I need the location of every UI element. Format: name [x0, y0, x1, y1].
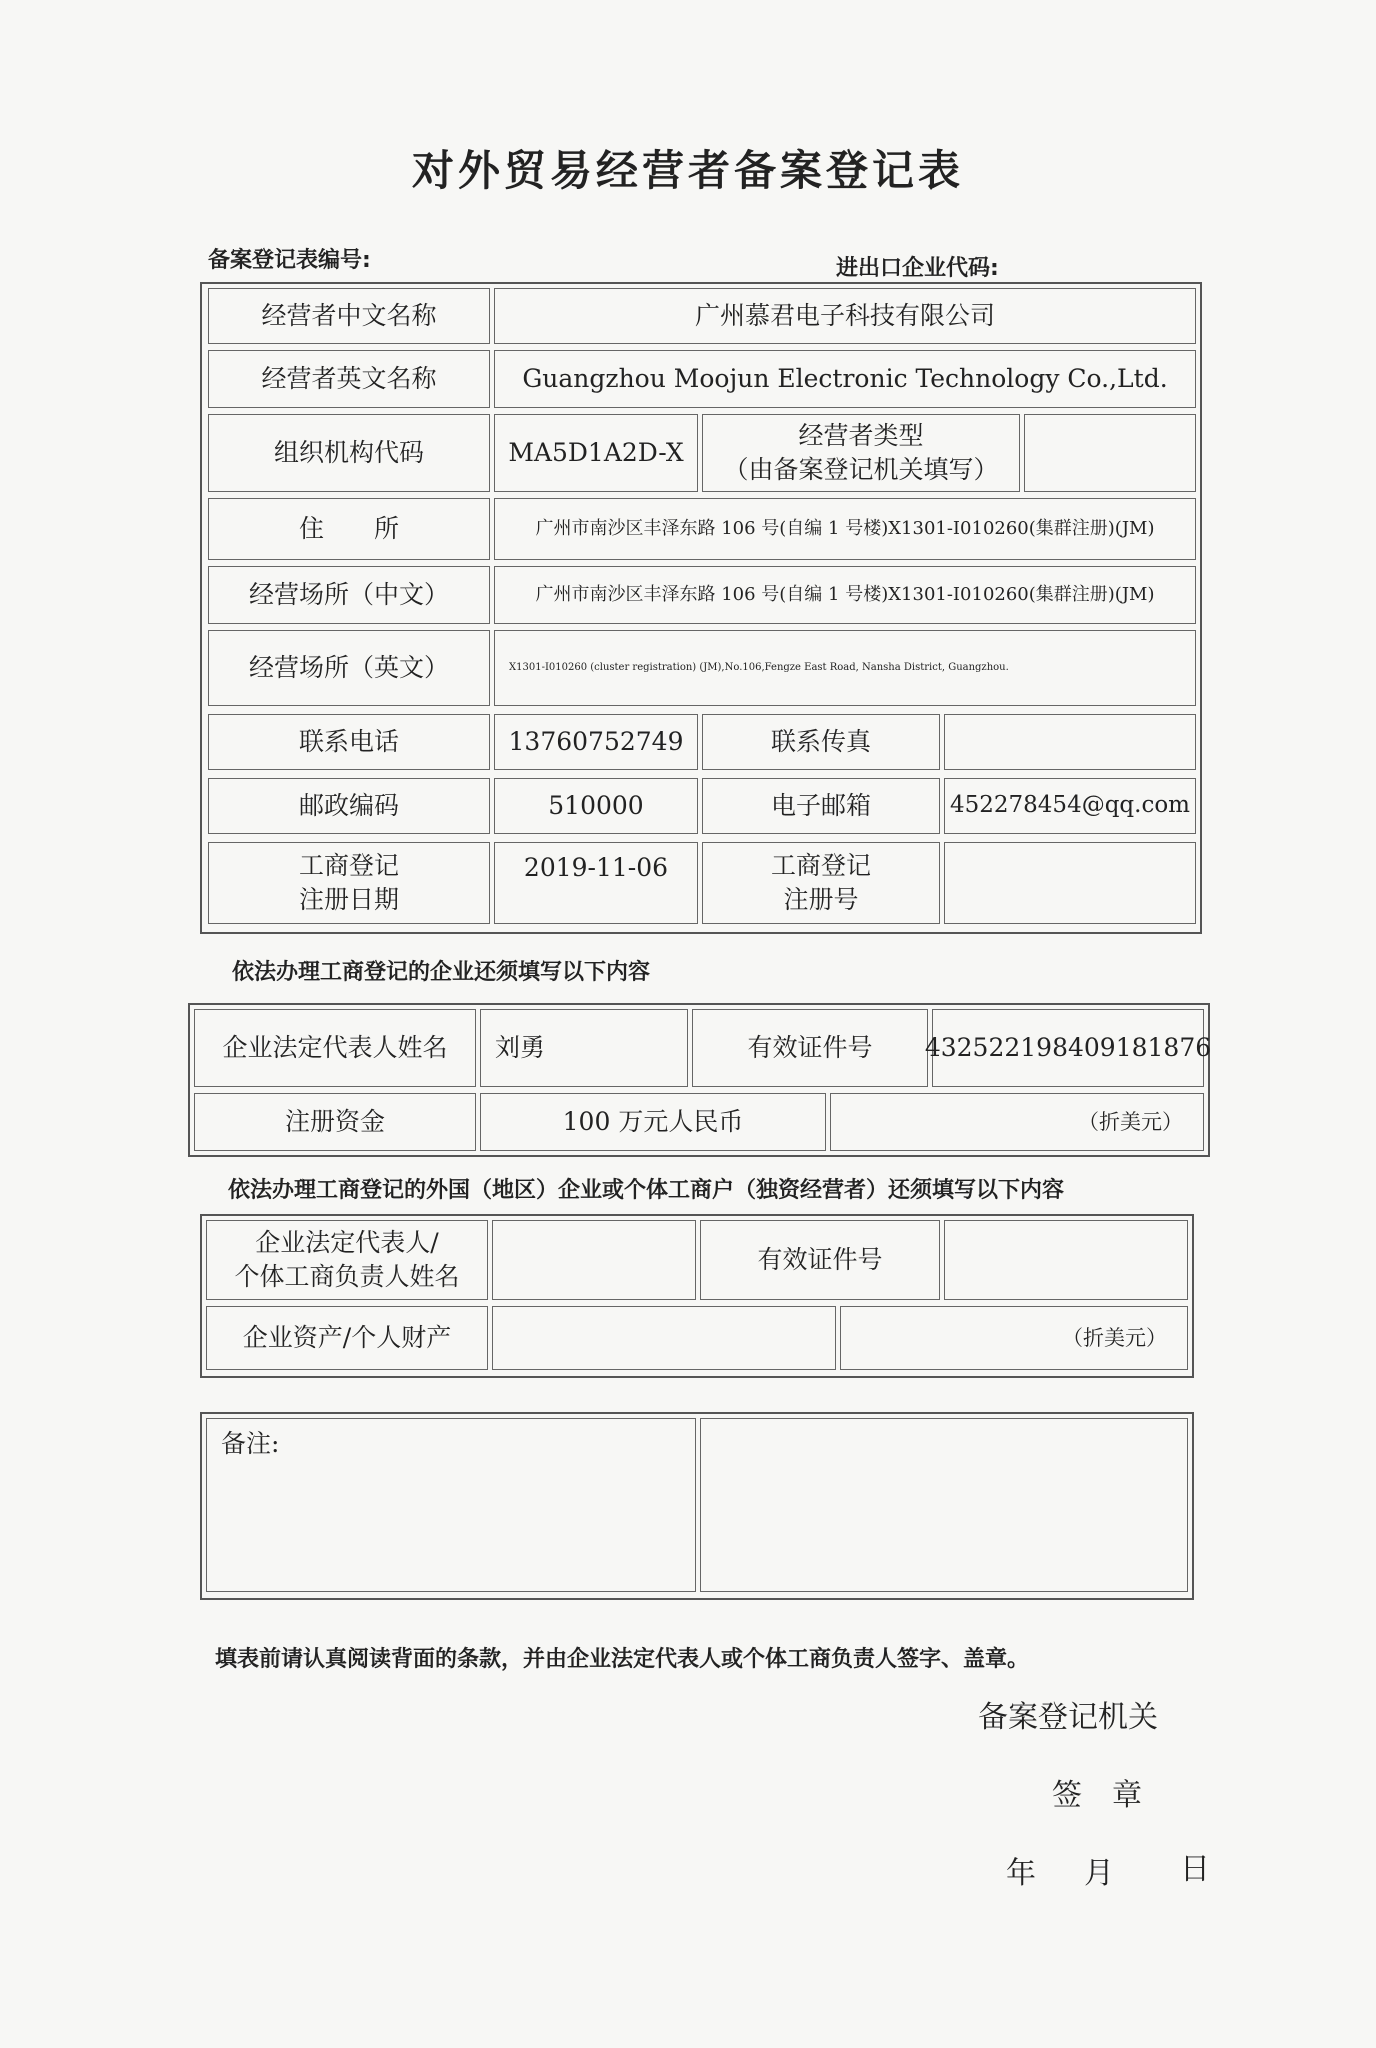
operator-type-value — [1024, 414, 1196, 492]
reg-date-value: 2019-11-06 — [494, 842, 698, 924]
remarks-value — [700, 1418, 1188, 1592]
id-no-value: 432522198409181876 — [932, 1009, 1204, 1087]
month-label: 月 — [1084, 1856, 1114, 1891]
foreign-rep-label — [206, 1220, 488, 1300]
foreign-id-value — [944, 1220, 1188, 1300]
email-value: 452278454@qq.com — [944, 778, 1196, 834]
capital-label: 注册资金 — [194, 1093, 476, 1151]
postcode-label: 邮政编码 — [208, 778, 490, 834]
postcode-value: 510000 — [494, 778, 698, 834]
section3-table — [200, 1214, 1194, 1378]
foreign-rep-value — [492, 1220, 696, 1300]
address-label: 住 所 — [208, 498, 490, 560]
org-code-value: MA5D1A2D-X — [494, 414, 698, 492]
phone-value: 13760752749 — [494, 714, 698, 770]
ie-code-label: 进出口企业代码: — [836, 256, 999, 281]
operator-type-label-line2: （由备案登记机关填写） — [723, 455, 999, 484]
section2-note: 依法办理工商登记的企业还须填写以下内容 — [232, 960, 651, 985]
biz-en-value: X1301-I010260 (cluster registration) (JM),No.106,Fengze East Road, Nansha District, Guangzhou. — [494, 630, 1196, 706]
seal-label: 签 章 — [1052, 1778, 1142, 1813]
section2-table — [188, 1003, 1210, 1157]
reg-date-label — [208, 842, 490, 924]
filing-authority-label: 备案登记机关 — [978, 1700, 1158, 1735]
operator-type-label-line1: 经营者类型 — [798, 421, 924, 451]
address-value: 广州市南沙区丰泽东路 106 号(自编 1 号楼)X1301-I010260(集群注册)(JM) — [494, 498, 1196, 560]
reg-date-label-line1: 工商登记 — [298, 851, 399, 881]
capital-value: 100 万元人民币 — [480, 1093, 826, 1151]
form-number-label: 备案登记表编号: — [208, 248, 371, 273]
main-form-table — [200, 282, 1202, 934]
fax-value — [944, 714, 1196, 770]
foreign-rep-label-line2: 个体工商负责人姓名 — [234, 1262, 460, 1291]
legal-rep-value: 刘勇 — [480, 1009, 688, 1087]
document-title: 对外贸易经营者备案登记表 — [411, 146, 964, 195]
remarks-table — [200, 1412, 1194, 1600]
phone-label: 联系电话 — [208, 714, 490, 770]
foreign-id-label: 有效证件号 — [700, 1220, 940, 1300]
day-label: 日 — [1180, 1852, 1210, 1887]
id-no-label: 有效证件号 — [692, 1009, 928, 1087]
capital-usd: （折美元） — [830, 1093, 1204, 1151]
legal-rep-label: 企业法定代表人姓名 — [194, 1009, 476, 1087]
reg-no-label-line1: 工商登记 — [770, 851, 871, 881]
assets-label: 企业资产/个人财产 — [206, 1306, 488, 1370]
remarks-label: 备注: — [206, 1418, 696, 1592]
footer-instruction: 填表前请认真阅读背面的条款，并由企业法定代表人或个体工商负责人签字、盖章。 — [215, 1647, 1030, 1672]
biz-cn-label: 经营场所（中文） — [208, 566, 490, 624]
section3-note: 依法办理工商登记的外国（地区）企业或个体工商户（独资经营者）还须填写以下内容 — [228, 1178, 1065, 1203]
reg-no-label-line2: 注册号 — [783, 885, 859, 914]
cn-name-label: 经营者中文名称 — [208, 288, 490, 344]
reg-no-label — [702, 842, 940, 924]
assets-usd: （折美元） — [840, 1306, 1188, 1370]
assets-value — [492, 1306, 836, 1370]
reg-date-label-line2: 注册日期 — [298, 885, 399, 914]
foreign-rep-label-line1: 企业法定代表人/ — [255, 1228, 439, 1258]
biz-cn-value: 广州市南沙区丰泽东路 106 号(自编 1 号楼)X1301-I010260(集群注册)(JM) — [494, 566, 1196, 624]
operator-type-label — [702, 414, 1020, 492]
email-label: 电子邮箱 — [702, 778, 940, 834]
cn-name-value: 广州慕君电子科技有限公司 — [494, 288, 1196, 344]
biz-en-label: 经营场所（英文） — [208, 630, 490, 706]
reg-no-value — [944, 842, 1196, 924]
en-name-label: 经营者英文名称 — [208, 350, 490, 408]
year-label: 年 — [1006, 1856, 1036, 1891]
org-code-label: 组织机构代码 — [208, 414, 490, 492]
en-name-value: Guangzhou Moojun Electronic Technology Co.,Ltd. — [494, 350, 1196, 408]
fax-label: 联系传真 — [702, 714, 940, 770]
